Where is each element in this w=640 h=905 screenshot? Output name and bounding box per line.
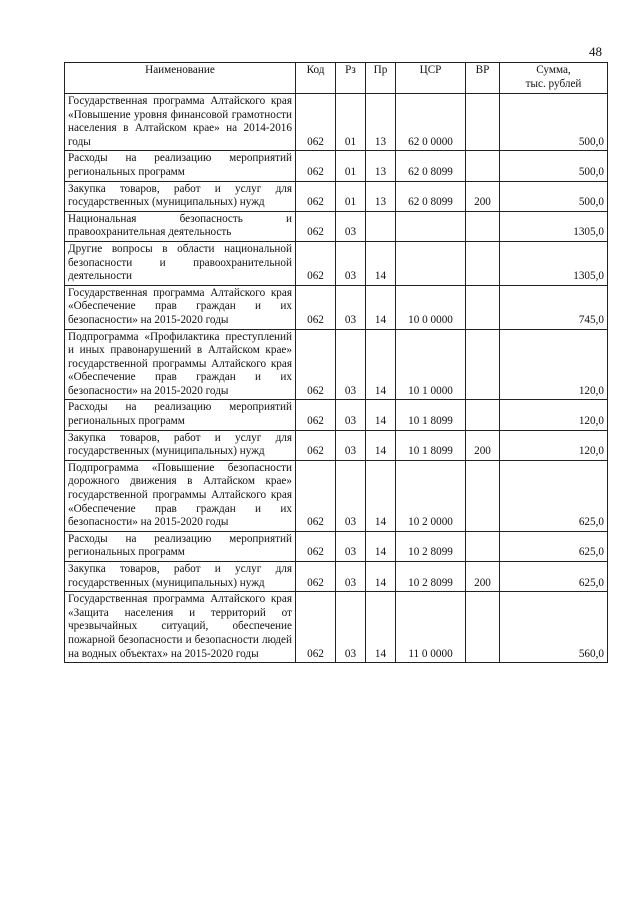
cell-rz: 01 xyxy=(336,94,366,151)
cell-sum: 120,0 xyxy=(500,400,608,430)
header-code: Код xyxy=(296,63,336,94)
cell-pr: 14 xyxy=(366,592,396,663)
table-header-row xyxy=(65,63,608,94)
cell-code: 062 xyxy=(296,285,336,329)
cell-pr: 14 xyxy=(366,241,396,285)
cell-name: Национальная безопасность и правоохранительная деятельность xyxy=(65,211,296,241)
cell-name: Закупка товаров, работ и услуг для государственных (муниципальных) нужд xyxy=(65,562,296,592)
cell-pr: 13 xyxy=(366,181,396,211)
header-sum xyxy=(500,63,608,94)
cell-csr xyxy=(396,211,466,241)
header-sum-line2: тыс. рублей xyxy=(525,77,582,90)
table-row xyxy=(65,211,608,241)
cell-rz: 03 xyxy=(336,329,366,400)
table-row xyxy=(65,329,608,400)
table-row xyxy=(65,531,608,561)
cell-sum: 1305,0 xyxy=(500,241,608,285)
cell-vr xyxy=(466,460,500,531)
cell-vr xyxy=(466,94,500,151)
cell-vr xyxy=(466,400,500,430)
cell-pr: 14 xyxy=(366,400,396,430)
cell-pr: 14 xyxy=(366,562,396,592)
cell-name: Закупка товаров, работ и услуг для государственных (муниципальных) нужд xyxy=(65,181,296,211)
table-row xyxy=(65,94,608,151)
cell-sum: 500,0 xyxy=(500,94,608,151)
cell-csr: 10 2 0000 xyxy=(396,460,466,531)
table-row xyxy=(65,151,608,181)
cell-code: 062 xyxy=(296,562,336,592)
header-csr: ЦСР xyxy=(396,63,466,94)
cell-name: Подпрограмма «Профилактика преступлений и иных правонарушений в Алтайском крае» государственной программы Алтайского края «Обеспечение прав граждан и их безопасности» на 2015-2020 годы xyxy=(65,329,296,400)
cell-sum: 625,0 xyxy=(500,460,608,531)
page-number: 48 xyxy=(589,44,602,59)
cell-csr: 10 2 8099 xyxy=(396,562,466,592)
table-row xyxy=(65,285,608,329)
cell-code: 062 xyxy=(296,430,336,460)
cell-pr: 14 xyxy=(366,531,396,561)
cell-name: Расходы на реализацию мероприятий региональных программ xyxy=(65,531,296,561)
cell-rz: 03 xyxy=(336,592,366,663)
table-row xyxy=(65,430,608,460)
cell-sum: 560,0 xyxy=(500,592,608,663)
cell-vr xyxy=(466,151,500,181)
cell-csr: 10 1 8099 xyxy=(396,430,466,460)
table-row xyxy=(65,460,608,531)
cell-code: 062 xyxy=(296,531,336,561)
cell-vr xyxy=(466,285,500,329)
header-pr: Пр xyxy=(366,63,396,94)
cell-name: Государственная программа Алтайского края «Обеспечение прав граждан и их безопасности» на 2015-2020 годы xyxy=(65,285,296,329)
cell-rz: 03 xyxy=(336,531,366,561)
cell-vr xyxy=(466,329,500,400)
cell-code: 062 xyxy=(296,211,336,241)
cell-name: Подпрограмма «Повышение безопасности дорожного движения в Алтайском крае» государственной программы Алтайского края «Обеспечение прав граждан и их безопасности» на 2015-2020 годы xyxy=(65,460,296,531)
cell-name: Расходы на реализацию мероприятий региональных программ xyxy=(65,151,296,181)
cell-vr: 200 xyxy=(466,181,500,211)
cell-vr xyxy=(466,531,500,561)
cell-pr: 14 xyxy=(366,460,396,531)
cell-csr: 10 1 8099 xyxy=(396,400,466,430)
cell-code: 062 xyxy=(296,592,336,663)
cell-sum: 1305,0 xyxy=(500,211,608,241)
table-row xyxy=(65,592,608,663)
cell-pr: 14 xyxy=(366,285,396,329)
cell-sum: 500,0 xyxy=(500,151,608,181)
cell-csr: 10 1 0000 xyxy=(396,329,466,400)
cell-csr: 62 0 8099 xyxy=(396,181,466,211)
cell-code: 062 xyxy=(296,329,336,400)
cell-vr: 200 xyxy=(466,562,500,592)
header-vr: ВР xyxy=(466,63,500,94)
cell-name: Другие вопросы в области национальной безопасности и правоохранительной деятельности xyxy=(65,241,296,285)
cell-rz: 03 xyxy=(336,285,366,329)
table-row xyxy=(65,241,608,285)
cell-vr xyxy=(466,241,500,285)
cell-code: 062 xyxy=(296,460,336,531)
cell-pr: 14 xyxy=(366,430,396,460)
cell-vr xyxy=(466,211,500,241)
table-row xyxy=(65,562,608,592)
cell-csr xyxy=(396,241,466,285)
cell-code: 062 xyxy=(296,151,336,181)
cell-name: Государственная программа Алтайского края «Повышение уровня финансовой грамотности населения в Алтайском крае» на 2014-2016 годы xyxy=(65,94,296,151)
cell-code: 062 xyxy=(296,94,336,151)
cell-rz: 03 xyxy=(336,430,366,460)
cell-sum: 745,0 xyxy=(500,285,608,329)
header-name: Наименование xyxy=(65,63,296,94)
cell-sum: 625,0 xyxy=(500,562,608,592)
table-row xyxy=(65,181,608,211)
header-sum-line1: Сумма, xyxy=(536,64,571,76)
cell-code: 062 xyxy=(296,241,336,285)
cell-sum: 120,0 xyxy=(500,430,608,460)
cell-rz: 03 xyxy=(336,211,366,241)
cell-rz: 03 xyxy=(336,400,366,430)
cell-sum: 500,0 xyxy=(500,181,608,211)
cell-name: Государственная программа Алтайского края «Защита населения и территорий от чрезвычайных ситуаций, обеспечение пожарной безопасности и безопасности людей на водных объектах» на 2015-2020 годы xyxy=(65,592,296,663)
cell-pr: 13 xyxy=(366,94,396,151)
cell-rz: 01 xyxy=(336,181,366,211)
cell-rz: 03 xyxy=(336,562,366,592)
cell-csr: 11 0 0000 xyxy=(396,592,466,663)
cell-csr: 10 2 8099 xyxy=(396,531,466,561)
cell-csr: 62 0 8099 xyxy=(396,151,466,181)
cell-vr xyxy=(466,592,500,663)
cell-rz: 03 xyxy=(336,241,366,285)
cell-csr: 10 0 0000 xyxy=(396,285,466,329)
cell-code: 062 xyxy=(296,400,336,430)
cell-pr xyxy=(366,211,396,241)
cell-name: Закупка товаров, работ и услуг для государственных (муниципальных) нужд xyxy=(65,430,296,460)
cell-vr: 200 xyxy=(466,430,500,460)
cell-sum: 120,0 xyxy=(500,329,608,400)
cell-name: Расходы на реализацию мероприятий региональных программ xyxy=(65,400,296,430)
cell-pr: 13 xyxy=(366,151,396,181)
cell-rz: 03 xyxy=(336,460,366,531)
cell-rz: 01 xyxy=(336,151,366,181)
table-row xyxy=(65,400,608,430)
cell-csr: 62 0 0000 xyxy=(396,94,466,151)
cell-sum: 625,0 xyxy=(500,531,608,561)
header-rz: Рз xyxy=(336,63,366,94)
budget-table xyxy=(64,62,608,663)
cell-code: 062 xyxy=(296,181,336,211)
cell-pr: 14 xyxy=(366,329,396,400)
